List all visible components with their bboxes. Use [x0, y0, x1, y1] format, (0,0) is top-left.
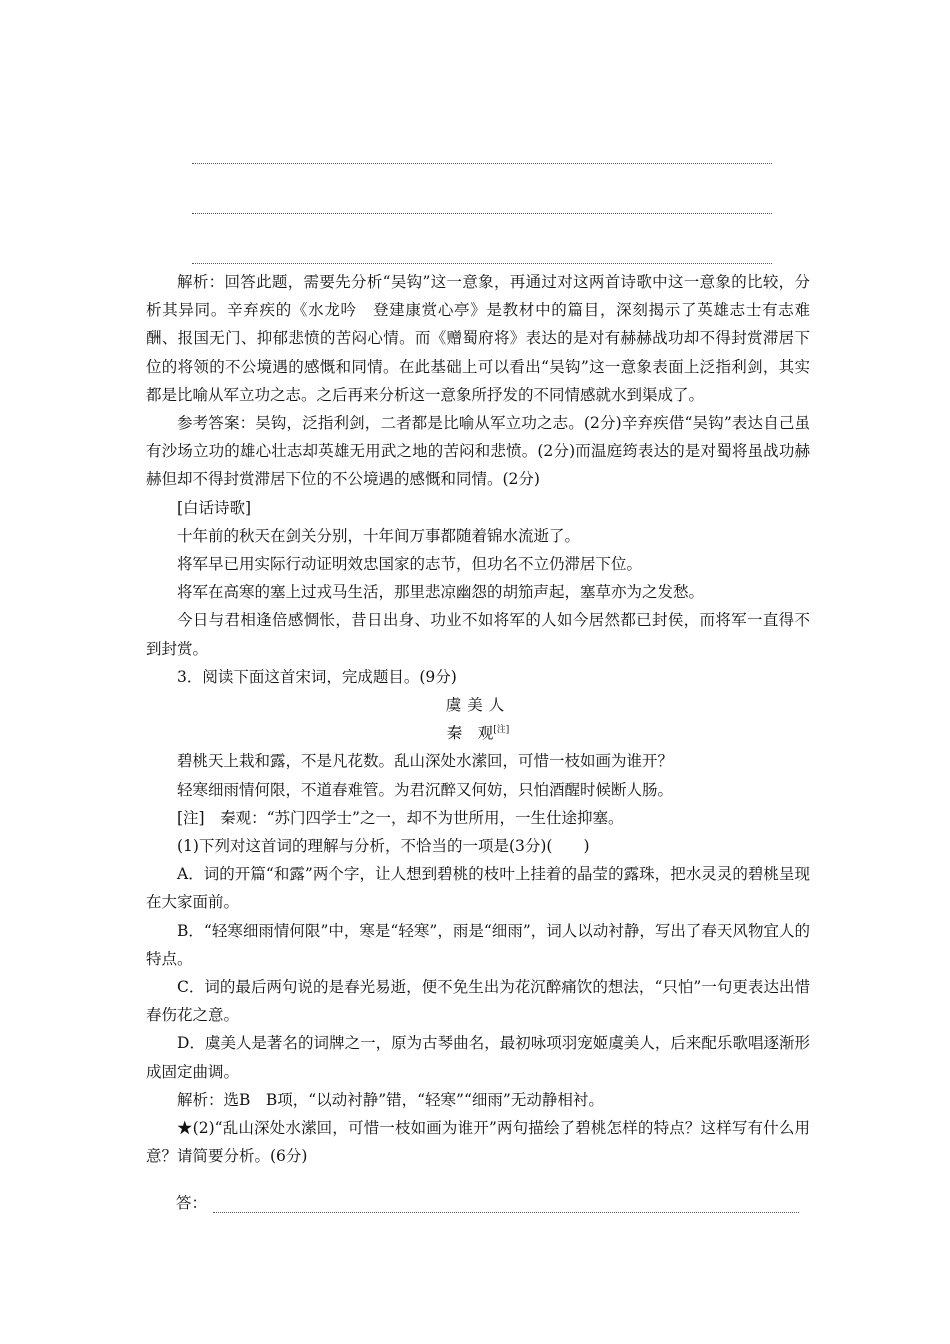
option-d: D．虞美人是著名的词牌之一，原为古琴曲名，最初咏项羽宠姬虞美人，后来配乐歌唱逐渐形成固定曲调。 — [146, 1034, 810, 1081]
analysis-paragraph: 解析：回答此题，需要先分析“吴钩”这一意象，再通过对这两首诗歌中这一意象的比较，分析其异同。辛弃疾的《水龙吟 登建康赏心亭》是教材中的篇目，深刻揭示了英雄志士有志难酬、报国无门、抑郁悲愤的苦闷心情。而《赠蜀府将》表达的是对有赫赫战功却不得封赏滞居下位的将领的不公境遇的感慨和同情。在此基础上可以看出“吴钩”这一意象表面上泛指利剑，其实都是比喻从军立功之志。之后再来分析这一意象所抒发的不同情感就水到渠成了。 — [146, 273, 810, 404]
poem-author: 秦 观 — [446, 724, 494, 743]
analysis-2: 解析：选B B项，“以动衬静”错，“轻寒”“细雨”无动静相衬。 — [177, 1090, 604, 1109]
vernacular-line: 将军在高寒的塞上过戎马生活，那里悲凉幽怨的胡笳声起，塞草亦为之发愁。 — [177, 583, 705, 602]
vernacular-line: 十年前的秋天在剑关分别，十年间万事都随着锦水流逝了。 — [177, 526, 581, 545]
vernacular-line: 将军早已用实际行动证明效忠国家的志节，但功名不立仍滞居下位。 — [177, 555, 643, 574]
vernacular-heading: [白话诗歌] — [177, 498, 252, 517]
poem-line: 轻寒细雨情何限，不道春难管。为君沉醉又何妨，只怕酒醒时候断人肠。 — [177, 780, 674, 799]
sub-question-1: (1)下列对这首词的理解与分析，不恰当的一项是(3分)( ) — [177, 837, 590, 856]
answer-row — [176, 1189, 816, 1217]
poem-author-line — [146, 719, 810, 747]
poem-note: [注] 秦观：“苏门四学士”之一，却不为世所用，一生仕途抑塞。 — [177, 808, 624, 827]
sub-question-2: ★(2)“乱山深处水潆回，可惜一枝如画为谁开”两句描绘了碧桃怎样的特点？这样写有什么用意？请简要分析。(6分) — [146, 1119, 810, 1166]
poem-title: 虞美人 — [445, 696, 511, 715]
poem-author-note: [注] — [493, 725, 510, 736]
option-b: B．“轻寒细雨情何限”中，寒是“轻寒”，雨是“细雨”，词人以动衬静，写出了春天风物宜人的特点。 — [146, 921, 810, 968]
option-c: C．词的最后两句说的是春光易逝，便不免生出为花沉醉痛饮的想法，“只怕”一句更表达出惜春伤花之意。 — [146, 978, 810, 1025]
answer-blank-line[interactable] — [213, 1194, 799, 1213]
answer-blank-line-1[interactable] — [192, 163, 772, 164]
vernacular-line: 今日与君相逢倍感惆怅，昔日出身、功业不如将军的人如今居然都已封侯，而将军一直得不到封赏。 — [146, 611, 810, 658]
document-body — [146, 268, 810, 1171]
poem-line: 碧桃天上栽和露，不是凡花数。乱山深处水潆回，可惜一枝如画为谁开？ — [177, 752, 674, 771]
reference-answer: 参考答案：吴钩，泛指利剑，二者都是比喻从军立功之志。(2分)辛弃疾借“吴钩”表达自己虽有沙场立功的雄心壮志却英雄无用武之地的苦闷和悲愤。(2分)而温庭筠表达的是对蜀将虽战功赫赫但却不得封赏滞居下位的不公境遇的感慨和同情。(2分) — [146, 414, 810, 489]
option-a: A．词的开篇“和露”两个字，让人想到碧桃的枝叶上挂着的晶莹的露珠，把水灵灵的碧桃呈现在大家面前。 — [146, 865, 810, 912]
answer-label: 答： — [176, 1194, 208, 1212]
answer-blank-line-2[interactable] — [192, 213, 772, 214]
question-3: 3．阅读下面这首宋词，完成题目。(9分) — [177, 667, 457, 686]
answer-blank-line-3[interactable] — [192, 263, 772, 264]
